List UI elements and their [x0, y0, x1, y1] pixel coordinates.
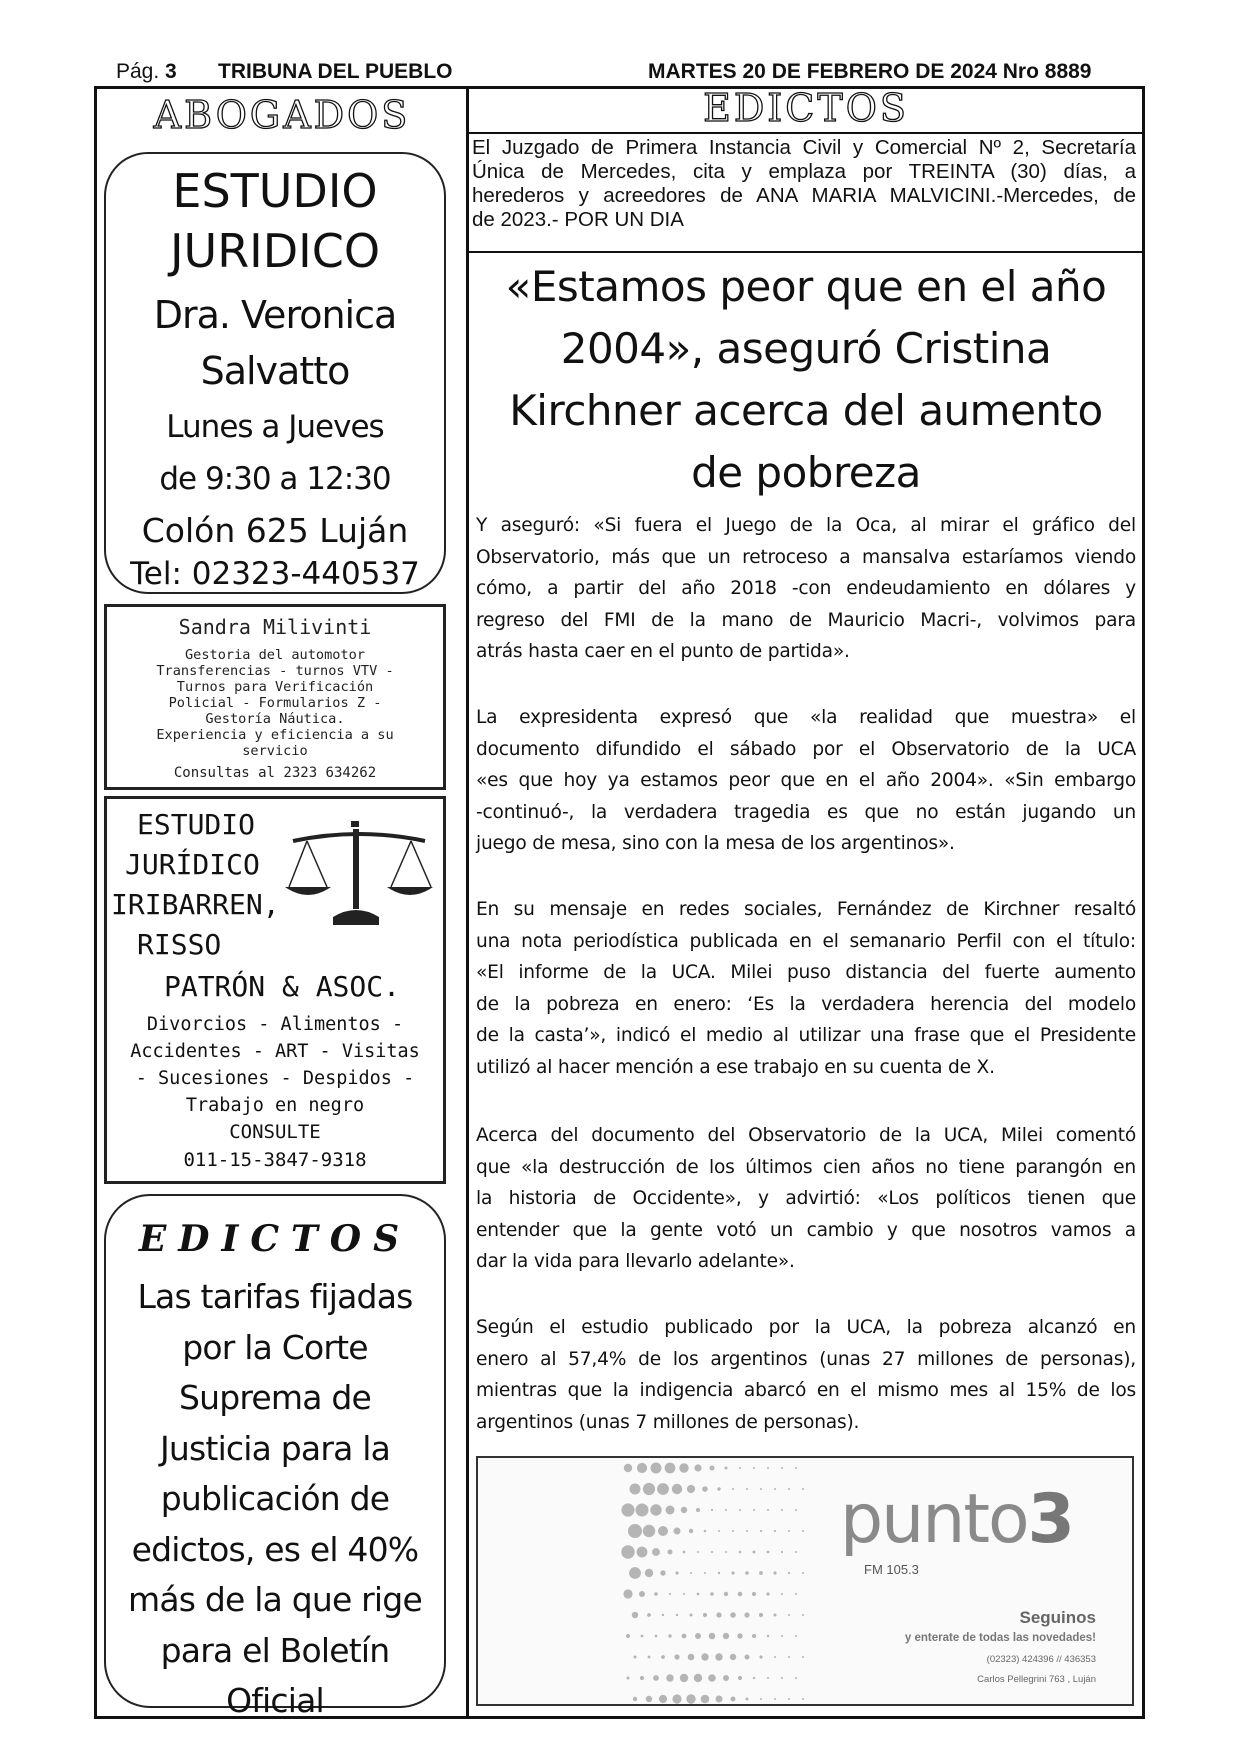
halftone-dot — [767, 1509, 769, 1511]
page-label — [116, 58, 176, 86]
halftone-dot — [739, 1509, 741, 1511]
halftone-dot — [660, 1570, 665, 1575]
halftone-dot — [802, 1614, 804, 1616]
article-line: cómo, a partir del año 2018 -con endeudamiento en dólares y — [476, 578, 1136, 600]
ad3-service: - Sucesiones - Despidos - — [135, 1068, 415, 1089]
halftone-dot — [683, 1593, 685, 1595]
article-line: atrás hasta caer en el punto de partida». — [476, 641, 850, 663]
ad2-name: Sandra Milivinti — [178, 615, 372, 639]
halftone-dot — [687, 1485, 695, 1493]
halftone-dot — [653, 1675, 659, 1681]
edict-line: herederos y acreedores de ANA MARIA MALVICINI.-Mercedes, de — [472, 184, 1136, 207]
halftone-dot — [652, 1548, 660, 1556]
halftone-dot — [683, 1551, 686, 1554]
ad4-line: Las tarifas fijadas — [137, 1277, 413, 1316]
halftone-dot — [788, 1698, 790, 1700]
halftone-dot — [739, 1551, 742, 1554]
halftone-dot — [723, 1675, 729, 1681]
halftone-dot — [701, 1695, 710, 1704]
ad4-line: publicación de — [160, 1479, 390, 1518]
halftone-dot — [697, 1551, 699, 1553]
article-line: -continuó-, la verdadera tragedia es que no están jugando un — [476, 801, 1136, 823]
ad4-line: más de la que rige — [128, 1580, 422, 1619]
halftone-dot — [650, 1504, 661, 1515]
halftone-dot — [651, 1463, 662, 1474]
halftone-dot — [795, 1677, 797, 1679]
headline-line: de pobreza — [691, 448, 921, 497]
halftone-dot — [774, 1614, 777, 1617]
article-line: Observatorio, más que un retroceso a mansalva estaríamos viendo — [476, 546, 1136, 568]
halftone-dot — [648, 1656, 651, 1659]
halftone-dot — [753, 1467, 755, 1469]
halftone-dot — [632, 1612, 638, 1618]
edictos-tarifas-ad — [104, 1194, 446, 1720]
halftone-dot — [668, 1634, 671, 1637]
halftone-dot — [710, 1592, 714, 1596]
article-paragraph-4 — [476, 1120, 1136, 1278]
halftone-dot — [759, 1613, 763, 1617]
halftone-dot — [689, 1529, 693, 1533]
ad1-line: JURIDICO — [169, 224, 381, 278]
newspaper-name: TRIBUNA DEL PUEBLO — [218, 60, 453, 83]
left-border — [94, 86, 97, 1719]
headline-line: Kirchner acerca del aumento — [509, 386, 1103, 435]
halftone-dot — [697, 1593, 700, 1596]
halftone-dot — [621, 1545, 634, 1558]
punto3-radio-ad — [476, 1456, 1134, 1706]
halftone-dot — [628, 1524, 642, 1538]
halftone-dot — [716, 1612, 721, 1617]
halftone-dot — [629, 1567, 641, 1579]
halftone-dot — [802, 1488, 804, 1490]
halftone-dot — [781, 1467, 783, 1469]
edict-rule-top — [466, 132, 1145, 134]
halftone-dot — [676, 1614, 678, 1616]
halftone-dot — [781, 1593, 783, 1595]
article-paragraph-3 — [476, 894, 1136, 1084]
ad2-line: Experiencia y eficiencia a su — [156, 727, 394, 743]
halftone-dot — [634, 1656, 637, 1659]
halftone-dot — [640, 1676, 644, 1680]
halftone-dot — [788, 1530, 790, 1532]
halftone-dot — [746, 1530, 748, 1532]
halftone-dot — [681, 1507, 687, 1513]
halftone-dot — [703, 1613, 707, 1617]
halftone-dot — [737, 1633, 742, 1638]
halftone-dot — [657, 1483, 669, 1495]
halftone-dot — [674, 1528, 681, 1535]
halftone-dot — [723, 1633, 729, 1639]
halftone-dot — [661, 1655, 665, 1659]
article-line: dar la vida para llevarlo adelante». — [476, 1251, 795, 1273]
ad3-service: Divorcios - Alimentos - — [146, 1014, 404, 1035]
halftone-dot — [739, 1467, 741, 1469]
article-line: «El informe de la UCA. Milei puso distancia del fuerte aumento — [476, 962, 1136, 984]
halftone-dot — [654, 1592, 658, 1596]
halftone-dot — [753, 1509, 755, 1511]
halftone-dot — [738, 1676, 742, 1680]
article-line: la historia de Occidente», y advirtió: «Los políticos tienen que — [476, 1188, 1136, 1210]
article-paragraph-5 — [476, 1312, 1136, 1438]
halftone-dot — [730, 1612, 736, 1618]
halftone-dot — [695, 1633, 701, 1639]
halftone-dot — [795, 1551, 797, 1553]
ad3-subtitle: PATRÓN & ASOC. — [163, 970, 400, 1003]
ad4-line: por la Corte — [182, 1327, 368, 1367]
halftone-dot — [788, 1572, 790, 1574]
edictos-title: EDICTOS — [703, 86, 909, 130]
estudio-salvatto-ad — [104, 152, 446, 594]
halftone-dot — [774, 1530, 776, 1532]
article-line: enero al 57,4% de los argentinos (unas 27 millones de personas), — [476, 1348, 1136, 1370]
halftone-dot — [802, 1530, 804, 1532]
article-line: que «la destrucción de los últimos cien años no tiene parangón en — [476, 1156, 1136, 1178]
halftone-dot — [716, 1696, 723, 1703]
halftone-dot — [662, 1614, 664, 1616]
halftone-dot — [766, 1592, 769, 1595]
halftone-dot — [708, 1674, 716, 1682]
ad-address: Carlos Pellegrini 763 , Luján — [977, 1674, 1096, 1685]
halftone-dot — [753, 1551, 756, 1554]
ad1-line: Tel: 02323-440537 — [130, 556, 420, 592]
article-line: Y aseguró: «Si fuera el Juego de la Oca, al mirar el gráfico del — [476, 515, 1136, 536]
article-line: «es que hoy ya estamos peor que en el año 2004». «Sin embargo — [476, 770, 1136, 792]
halftone-dot — [760, 1698, 762, 1700]
halftone-dot — [710, 1466, 715, 1471]
halftone-dot — [732, 1488, 734, 1490]
ad3-title-3: IRIBARREN, — [111, 888, 280, 921]
article-line: Según el estudio publicado por la UCA, la pobreza alcanzó en — [476, 1317, 1136, 1338]
headline-line: 2004», aseguró Cristina — [560, 324, 1052, 373]
edict-line: Única de Mercedes, cita y emplaza por TREINTA (30) días, a — [472, 160, 1136, 183]
ad-frequency: FM 105.3 — [864, 1562, 919, 1577]
edict-notice — [472, 136, 1136, 232]
date-issue: MARTES 20 DE FEBRERO DE 2024 Nro 8889 — [648, 60, 1092, 83]
halftone-dot — [752, 1634, 756, 1638]
halftone-dot — [767, 1635, 769, 1637]
halftone-dot — [686, 1694, 695, 1703]
article-line: documento difundido el sábado por el Observatorio de la UCA — [476, 738, 1136, 760]
abogados-title: ABOGADOS — [153, 93, 411, 137]
halftone-dot — [802, 1698, 804, 1700]
halftone-dot — [690, 1572, 692, 1574]
halftone-dot — [701, 1653, 708, 1660]
halftone-dot — [680, 1674, 688, 1682]
edict-line: El Juzgado de Primera Instancia Civil y Comercial Nº 2, Secretaría — [472, 136, 1136, 159]
halftone-dot — [795, 1467, 797, 1469]
halftone-dot — [624, 1464, 632, 1472]
article-line: juego de mesa, sino con la mesa de los argentinos». — [476, 833, 955, 855]
ad3-title-2: JURÍDICO — [125, 848, 260, 881]
ad1-line: Lunes a Jueves — [166, 409, 384, 445]
halftone-dot — [730, 1654, 736, 1660]
halftone-dot — [666, 1674, 673, 1681]
halftone-dot — [709, 1633, 716, 1640]
halftone-dot — [672, 1484, 682, 1494]
halftone-dot — [745, 1655, 750, 1660]
halftone-dot — [752, 1592, 756, 1596]
halftone-dot — [759, 1571, 763, 1575]
halftone-dot — [643, 1483, 655, 1495]
halftone-dot — [725, 1509, 727, 1511]
halftone-dot — [637, 1547, 648, 1558]
right-border — [1142, 86, 1145, 1719]
ad2-line: servicio — [242, 743, 308, 759]
article-line: mientras que la indigencia abarcó en el mismo mes al 15% de los — [476, 1380, 1136, 1402]
halftone-dot — [731, 1697, 736, 1702]
halftone-dot — [674, 1654, 679, 1659]
halftone-dot — [738, 1592, 743, 1597]
halftone-dot — [621, 1503, 634, 1516]
ad-cta: Seguinos — [1019, 1608, 1096, 1627]
article-headline — [470, 256, 1142, 504]
gestoria-milivinti-ad — [104, 604, 446, 790]
halftone-dot — [636, 1504, 649, 1517]
halftone-dot — [639, 1591, 645, 1597]
ad1-line: ESTUDIO — [172, 164, 378, 218]
halftone-dot — [745, 1571, 749, 1575]
halftone-dot — [774, 1488, 776, 1490]
halftone-dot — [732, 1530, 734, 1532]
halftone-dot — [717, 1487, 720, 1490]
ad-cta-sub: y enterate de todas las novedades! — [904, 1632, 1096, 1644]
halftone-dot — [690, 1614, 693, 1617]
article-line: de la pobreza en enero: ‘Es la verdadera herencia del modelo — [476, 993, 1136, 1015]
halftone-dot — [795, 1635, 797, 1637]
halftone-dot — [725, 1551, 727, 1553]
page-number: 3 — [165, 60, 177, 83]
halftone-dot — [668, 1550, 673, 1555]
halftone-dot — [672, 1694, 681, 1703]
halftone-dot — [718, 1530, 720, 1532]
halftone-dot — [696, 1508, 700, 1512]
ad3-title-1: ESTUDIO — [137, 808, 256, 841]
halftone-dot — [669, 1593, 671, 1595]
ad2-line: Transferencias - turnos VTV - — [156, 663, 394, 679]
halftone-dot — [704, 1530, 707, 1533]
article-line: de la casta’», indicó el medio al utilizar una frase que el Presidente — [476, 1025, 1136, 1047]
ad1-line: de 9:30 a 12:30 — [159, 461, 391, 497]
estudio-iribarren-ad — [104, 796, 446, 1184]
halftone-dot — [781, 1509, 783, 1511]
halftone-dot — [746, 1488, 748, 1490]
halftone-dot — [746, 1698, 749, 1701]
halftone-dot — [711, 1509, 713, 1511]
article-line: Acerca del documento del Observatorio de la UCA, Milei comentó — [476, 1125, 1136, 1146]
ad4-line: para el Boletín — [160, 1630, 390, 1670]
ad2-line: Gestoría Náutica. — [205, 711, 345, 727]
halftone-dot — [633, 1697, 637, 1701]
ad2-line: Policial - Formularios Z - — [168, 695, 382, 711]
article-paragraph-2 — [476, 702, 1136, 860]
halftone-dot — [666, 1506, 675, 1515]
halftone-dot — [623, 1589, 632, 1598]
halftone-dot — [753, 1677, 755, 1679]
halftone-dot — [715, 1653, 722, 1660]
article-line: La expresidenta expresó que «la realidad que muestra» el — [476, 707, 1136, 728]
halftone-dot — [659, 1695, 667, 1703]
halftone-dot — [781, 1635, 783, 1637]
halftone-dot — [802, 1572, 804, 1574]
halftone-dot — [637, 1463, 647, 1473]
halftone-dot — [718, 1572, 720, 1574]
halftone-dot — [774, 1698, 776, 1700]
punto3-logo — [840, 1480, 1073, 1559]
page-label-text: Pág. — [116, 60, 160, 83]
article-line: argentinos (unas 7 millones de personas). — [476, 1411, 860, 1433]
halftone-dot — [711, 1551, 713, 1553]
halftone-dot — [724, 1592, 728, 1596]
article-line: una nota periodística publicada en el semanario Perfil con el título: — [476, 930, 1136, 952]
halftone-dot — [702, 1486, 708, 1492]
halftone-dot — [781, 1551, 783, 1553]
halftone-dot — [760, 1530, 762, 1532]
ad-phones: (02323) 424396 // 436353 — [986, 1654, 1096, 1665]
ad4-line: Suprema de — [178, 1378, 372, 1417]
scales-of-justice-icon — [283, 819, 435, 931]
halftone-dot — [795, 1509, 797, 1511]
ad3-service: Accidentes - ART - Visitas — [130, 1041, 420, 1062]
ad1-line: Salvatto — [200, 349, 350, 393]
ad4-title: EDICTOS — [138, 1218, 412, 1260]
halftone-dot — [767, 1551, 770, 1554]
halftone-dot — [767, 1467, 769, 1469]
halftone-dot — [641, 1635, 644, 1638]
article-paragraph-1 — [476, 510, 1136, 668]
article-line: utilizó al hacer mención a ese trabajo en su cuenta de X. — [476, 1056, 995, 1078]
ad2-body — [107, 647, 443, 759]
halftone-dot — [704, 1572, 706, 1574]
article-line: entender que la gente votó un cambio y que nosotros vamos a — [476, 1219, 1136, 1241]
ad3-consult: CONSULTE — [229, 1121, 321, 1143]
halftone-dot — [665, 1463, 676, 1474]
edict-rule-bottom — [466, 251, 1145, 253]
halftone-dot — [773, 1571, 776, 1574]
brand-number: 3 — [1027, 1480, 1073, 1559]
ad3-services — [107, 1011, 443, 1119]
ad1-line: Dra. Veronica — [153, 293, 397, 337]
ad3-title-4: RISSO — [137, 928, 222, 961]
halftone-dot — [643, 1525, 655, 1537]
halftone-dot — [675, 1571, 678, 1574]
article-line: regreso del FMI de la mano de Mauricio Macri-, volvimos para — [476, 609, 1136, 631]
halftone-dot — [627, 1677, 630, 1680]
halftone-dot — [731, 1571, 734, 1574]
halftone-dot — [646, 1696, 652, 1702]
halftone-dot — [658, 1526, 668, 1536]
halftone-dot — [647, 1613, 651, 1617]
ad2-line: Gestoria del automotor — [184, 647, 366, 663]
column-divider — [466, 86, 469, 1719]
halftone-dot — [781, 1677, 783, 1679]
article-line: En su mensaje en redes sociales, Fernández de Kirchner resaltó — [476, 899, 1136, 920]
halftone-dot — [774, 1656, 776, 1658]
ad2-line: Turnos para Verificación — [176, 679, 374, 695]
headline-line: «Estamos peor que en el año — [505, 262, 1107, 311]
halftone-dot — [645, 1569, 653, 1577]
halftone-dot — [630, 1484, 641, 1495]
ad4-line: edictos, es el 40% — [131, 1529, 419, 1569]
halftone-dot — [802, 1656, 804, 1658]
halftone-dot — [694, 1674, 702, 1682]
halftone-dot — [688, 1654, 695, 1661]
halftone-dot — [788, 1488, 790, 1490]
halftone-dot — [626, 1634, 630, 1638]
halftone-dot — [744, 1612, 749, 1617]
ad4-body — [106, 1272, 444, 1727]
halftone-dot — [767, 1677, 769, 1679]
halftone-dot — [788, 1656, 790, 1658]
halftone-dots-graphic — [478, 1458, 818, 1706]
halftone-dot — [655, 1635, 658, 1638]
ad3-phone: 011-15-3847-9318 — [183, 1149, 367, 1171]
halftone-dot — [694, 1464, 701, 1471]
halftone-dot — [725, 1467, 728, 1470]
ad3-service: Trabajo en negro — [185, 1095, 365, 1116]
halftone-dot — [760, 1488, 762, 1490]
halftone-dot — [788, 1614, 790, 1616]
ad2-contact: Consultas al 2323 634262 — [173, 765, 377, 781]
halftone-dot — [679, 1463, 688, 1472]
edict-line: de 2023.- POR UN DIA — [472, 208, 684, 231]
ad4-line: Oficial — [226, 1681, 324, 1720]
halftone-dot — [682, 1634, 687, 1639]
halftone-dot — [795, 1593, 797, 1595]
ad4-line: Justicia para la — [159, 1428, 390, 1468]
halftone-dot — [759, 1655, 762, 1658]
brand-word: punto — [840, 1480, 1028, 1559]
ad1-line: Colón 625 Luján — [141, 511, 409, 550]
